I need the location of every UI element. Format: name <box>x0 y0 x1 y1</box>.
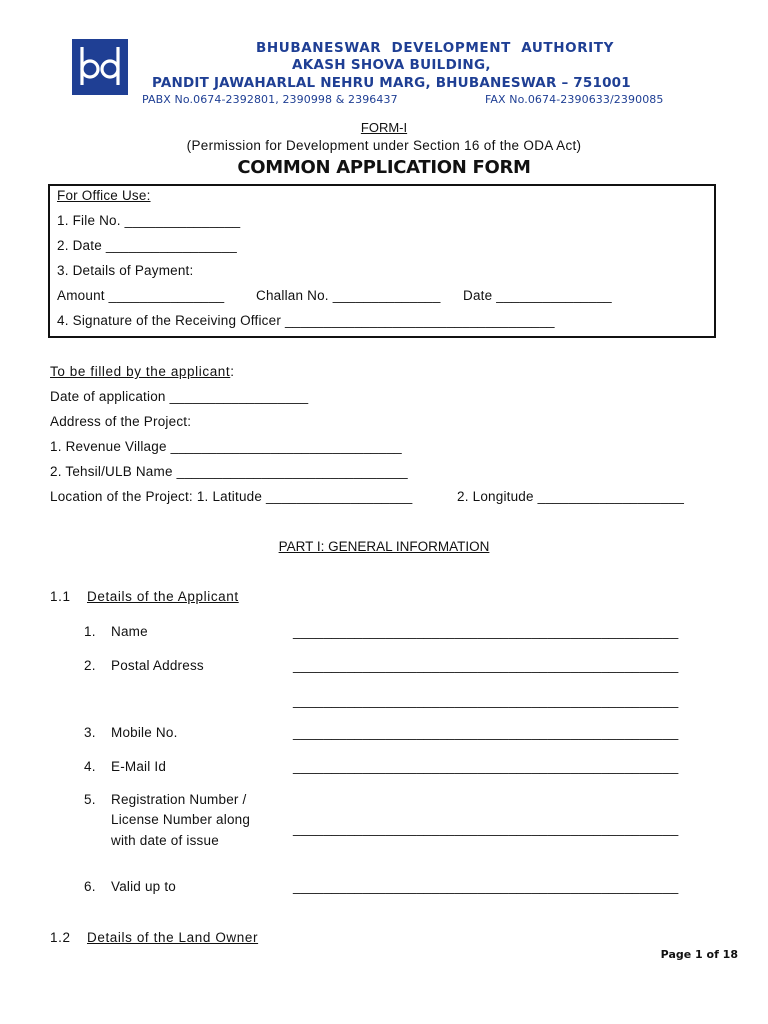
form-number: FORM-I <box>360 120 408 135</box>
name-label: Name <box>111 624 148 639</box>
registration-number-label-line2: License Number along <box>111 812 251 827</box>
latitude-field[interactable]: Location of the Project: 1. Latitude ___________________ <box>50 489 413 504</box>
receiving-officer-signature-field[interactable]: 4. Signature of the Receiving Officer ___________________________________ <box>57 313 555 328</box>
item-number: 1. <box>84 624 96 639</box>
form-title: COMMON APPLICATION FORM <box>237 157 531 178</box>
mobile-no-label: Mobile No. <box>111 725 178 740</box>
file-no-field[interactable]: 1. File No. _______________ <box>57 213 241 228</box>
amount-field[interactable]: Amount _______________ <box>57 288 225 303</box>
section-1-2-title: Details of the Land Owner <box>87 930 259 945</box>
email-id-label: E-Mail Id <box>111 759 167 774</box>
letterhead <box>68 34 708 120</box>
item-number: 3. <box>84 725 96 740</box>
page-number: Page 1 of 18 <box>660 948 738 961</box>
project-address-label: Address of the Project: <box>50 414 192 429</box>
applicant-section-heading: To be filled by the applicant: <box>50 364 235 379</box>
org-address: PANDIT JAWAHARLAL NEHRU MARG, BHUBANESWAR – 751001 <box>152 75 631 91</box>
section-1-1-number: 1.1 <box>50 589 71 604</box>
payment-details-label: 3. Details of Payment: <box>57 263 194 278</box>
form-subtitle: (Permission for Development under Section 16 of the ODA Act) <box>186 138 582 153</box>
valid-up-to-label: Valid up to <box>111 879 176 894</box>
date-of-application-field[interactable]: Date of application __________________ <box>50 389 309 404</box>
challan-date-field[interactable]: Date _______________ <box>463 288 612 303</box>
registration-number-label: Registration Number / <box>111 792 247 807</box>
tehsil-ulb-field[interactable]: 2. Tehsil/ULB Name ______________________________ <box>50 464 408 479</box>
name-blank[interactable]: __________________________________________________ <box>293 624 679 639</box>
section-1-1-title: Details of the Applicant <box>87 589 239 604</box>
office-date-field[interactable]: 2. Date _________________ <box>57 238 237 253</box>
item-number: 6. <box>84 879 96 894</box>
fax-number: FAX No.0674-2390633/2390085 <box>485 93 664 106</box>
org-building: AKASH SHOVA BUILDING, <box>292 57 491 73</box>
postal-address-blank-2[interactable]: __________________________________________________ <box>293 693 679 708</box>
challan-no-field[interactable]: Challan No. ______________ <box>256 288 441 303</box>
email-id-blank[interactable]: __________________________________________________ <box>293 759 679 774</box>
org-name: BHUBANESWAR DEVELOPMENT AUTHORITY <box>256 40 614 56</box>
item-number: 2. <box>84 658 96 673</box>
office-use-heading: For Office Use: <box>57 188 151 203</box>
postal-address-blank-1[interactable]: __________________________________________________ <box>293 658 679 673</box>
item-number: 4. <box>84 759 96 774</box>
section-1-2-number: 1.2 <box>50 930 71 945</box>
pabx-number: PABX No.0674-2392801, 2390998 & 2396437 <box>142 93 398 106</box>
longitude-field[interactable]: 2. Longitude ___________________ <box>457 489 685 504</box>
mobile-no-blank[interactable]: __________________________________________________ <box>293 725 679 740</box>
postal-address-label: Postal Address <box>111 658 204 673</box>
bda-logo <box>72 39 128 95</box>
registration-number-label-line3: with date of issue <box>111 833 219 848</box>
registration-number-blank[interactable]: __________________________________________________ <box>293 821 679 836</box>
valid-up-to-blank[interactable]: __________________________________________________ <box>293 879 679 894</box>
revenue-village-field[interactable]: 1. Revenue Village ______________________________ <box>50 439 402 454</box>
item-number: 5. <box>84 792 96 807</box>
part1-title: PART I: GENERAL INFORMATION <box>278 539 490 554</box>
